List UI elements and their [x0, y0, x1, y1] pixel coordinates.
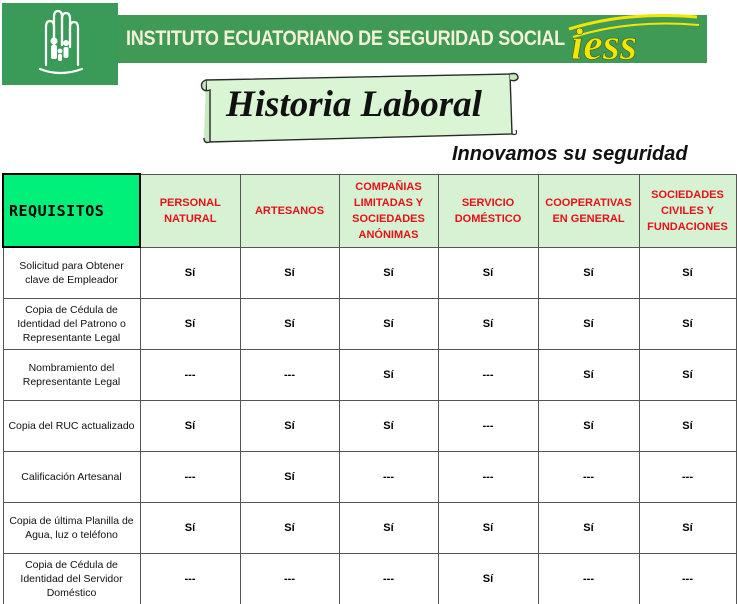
requirement-label: Copia de Cédula de Identidad del Servidor Doméstico [3, 553, 140, 604]
requirement-value-cell: Sí [538, 502, 639, 553]
requirement-value-cell: Sí [339, 502, 438, 553]
requirement-label: Solicitud para Obtener clave de Empleador [3, 247, 140, 298]
column-header: SOCIEDADES CIVILES Y FUNDACIONES [639, 174, 736, 247]
family-hand-emblem-icon [20, 7, 100, 81]
table-row [3, 349, 736, 400]
iess-logo-text: iess [571, 20, 637, 67]
requirement-label: Nombramiento del Representante Legal [3, 349, 140, 400]
requirement-value-cell: Sí [639, 349, 736, 400]
requirement-value-cell: Sí [240, 298, 339, 349]
requirement-value-cell: Sí [140, 400, 240, 451]
requirement-value-cell: Sí [339, 400, 438, 451]
requirement-value-cell: Sí [240, 247, 339, 298]
table-row [3, 298, 736, 349]
table-header-row [3, 174, 736, 247]
table-row [3, 451, 736, 502]
requirement-value-cell: Sí [140, 247, 240, 298]
requirement-value-cell: --- [140, 451, 240, 502]
table-row [3, 502, 736, 553]
column-header: PERSONAL NATURAL [140, 174, 240, 247]
requirement-value-cell: Sí [240, 451, 339, 502]
requirement-value-cell: Sí [339, 247, 438, 298]
requirement-value-cell: --- [240, 553, 339, 604]
table-row [3, 553, 736, 604]
column-header: ARTESANOS [240, 174, 339, 247]
requirement-value-cell: --- [639, 553, 736, 604]
requirement-value-cell: Sí [639, 247, 736, 298]
institute-name: INSTITUTO ECUATORIANO DE SEGURIDAD SOCIAL [126, 27, 565, 50]
table-row [3, 400, 736, 451]
requirement-value-cell: Sí [639, 502, 736, 553]
requirement-value-cell: --- [140, 349, 240, 400]
requirement-value-cell: --- [438, 400, 538, 451]
column-header: COOPERATIVAS EN GENERAL [538, 174, 639, 247]
iess-emblem-logo [2, 3, 118, 85]
requirement-label: Copia de Cédula de Identidad del Patrono o Representante Legal [3, 298, 140, 349]
page-title: Historia Laboral [226, 84, 482, 125]
column-header: SERVICIO DOMÉSTICO [438, 174, 538, 247]
requirement-value-cell: --- [339, 553, 438, 604]
requirement-value-cell: Sí [140, 298, 240, 349]
requirement-value-cell: Sí [538, 247, 639, 298]
requirement-value-cell: Sí [240, 502, 339, 553]
requirement-value-cell: --- [438, 349, 538, 400]
requirement-value-cell: Sí [639, 400, 736, 451]
requirement-value-cell: --- [538, 553, 639, 604]
requirement-value-cell: Sí [538, 298, 639, 349]
requirement-value-cell: Sí [538, 349, 639, 400]
requirement-value-cell: --- [339, 451, 438, 502]
requirement-label: Copia de última Planilla de Agua, luz o teléfono [3, 502, 140, 553]
requirement-value-cell: --- [240, 349, 339, 400]
requirement-value-cell: Sí [438, 247, 538, 298]
requirement-value-cell: Sí [639, 298, 736, 349]
table-row [3, 247, 736, 298]
requirement-value-cell: Sí [339, 298, 438, 349]
requirement-value-cell: Sí [339, 349, 438, 400]
header-banner [118, 15, 707, 67]
requirement-value-cell: Sí [240, 400, 339, 451]
requirement-label: Calificación Artesanal [3, 451, 140, 502]
requirement-value-cell: --- [438, 451, 538, 502]
requirement-value-cell: --- [639, 451, 736, 502]
requirement-value-cell: Sí [140, 502, 240, 553]
requisitos-header: REQUISITOS [3, 174, 140, 247]
requirement-label: Copia del RUC actualizado [3, 400, 140, 451]
requirement-value-cell: Sí [438, 553, 538, 604]
requirement-value-cell: Sí [438, 502, 538, 553]
requirement-value-cell: Sí [538, 400, 639, 451]
requirement-value-cell: Sí [438, 298, 538, 349]
iess-logo-icon [567, 7, 703, 67]
requirements-table [2, 173, 737, 604]
slogan: Innovamos su seguridad [452, 143, 688, 165]
requirement-value-cell: --- [140, 553, 240, 604]
column-header: COMPAÑIAS LIMITADAS Y SOCIEDADES ANÓNIMAS [339, 174, 438, 247]
requirement-value-cell: --- [538, 451, 639, 502]
